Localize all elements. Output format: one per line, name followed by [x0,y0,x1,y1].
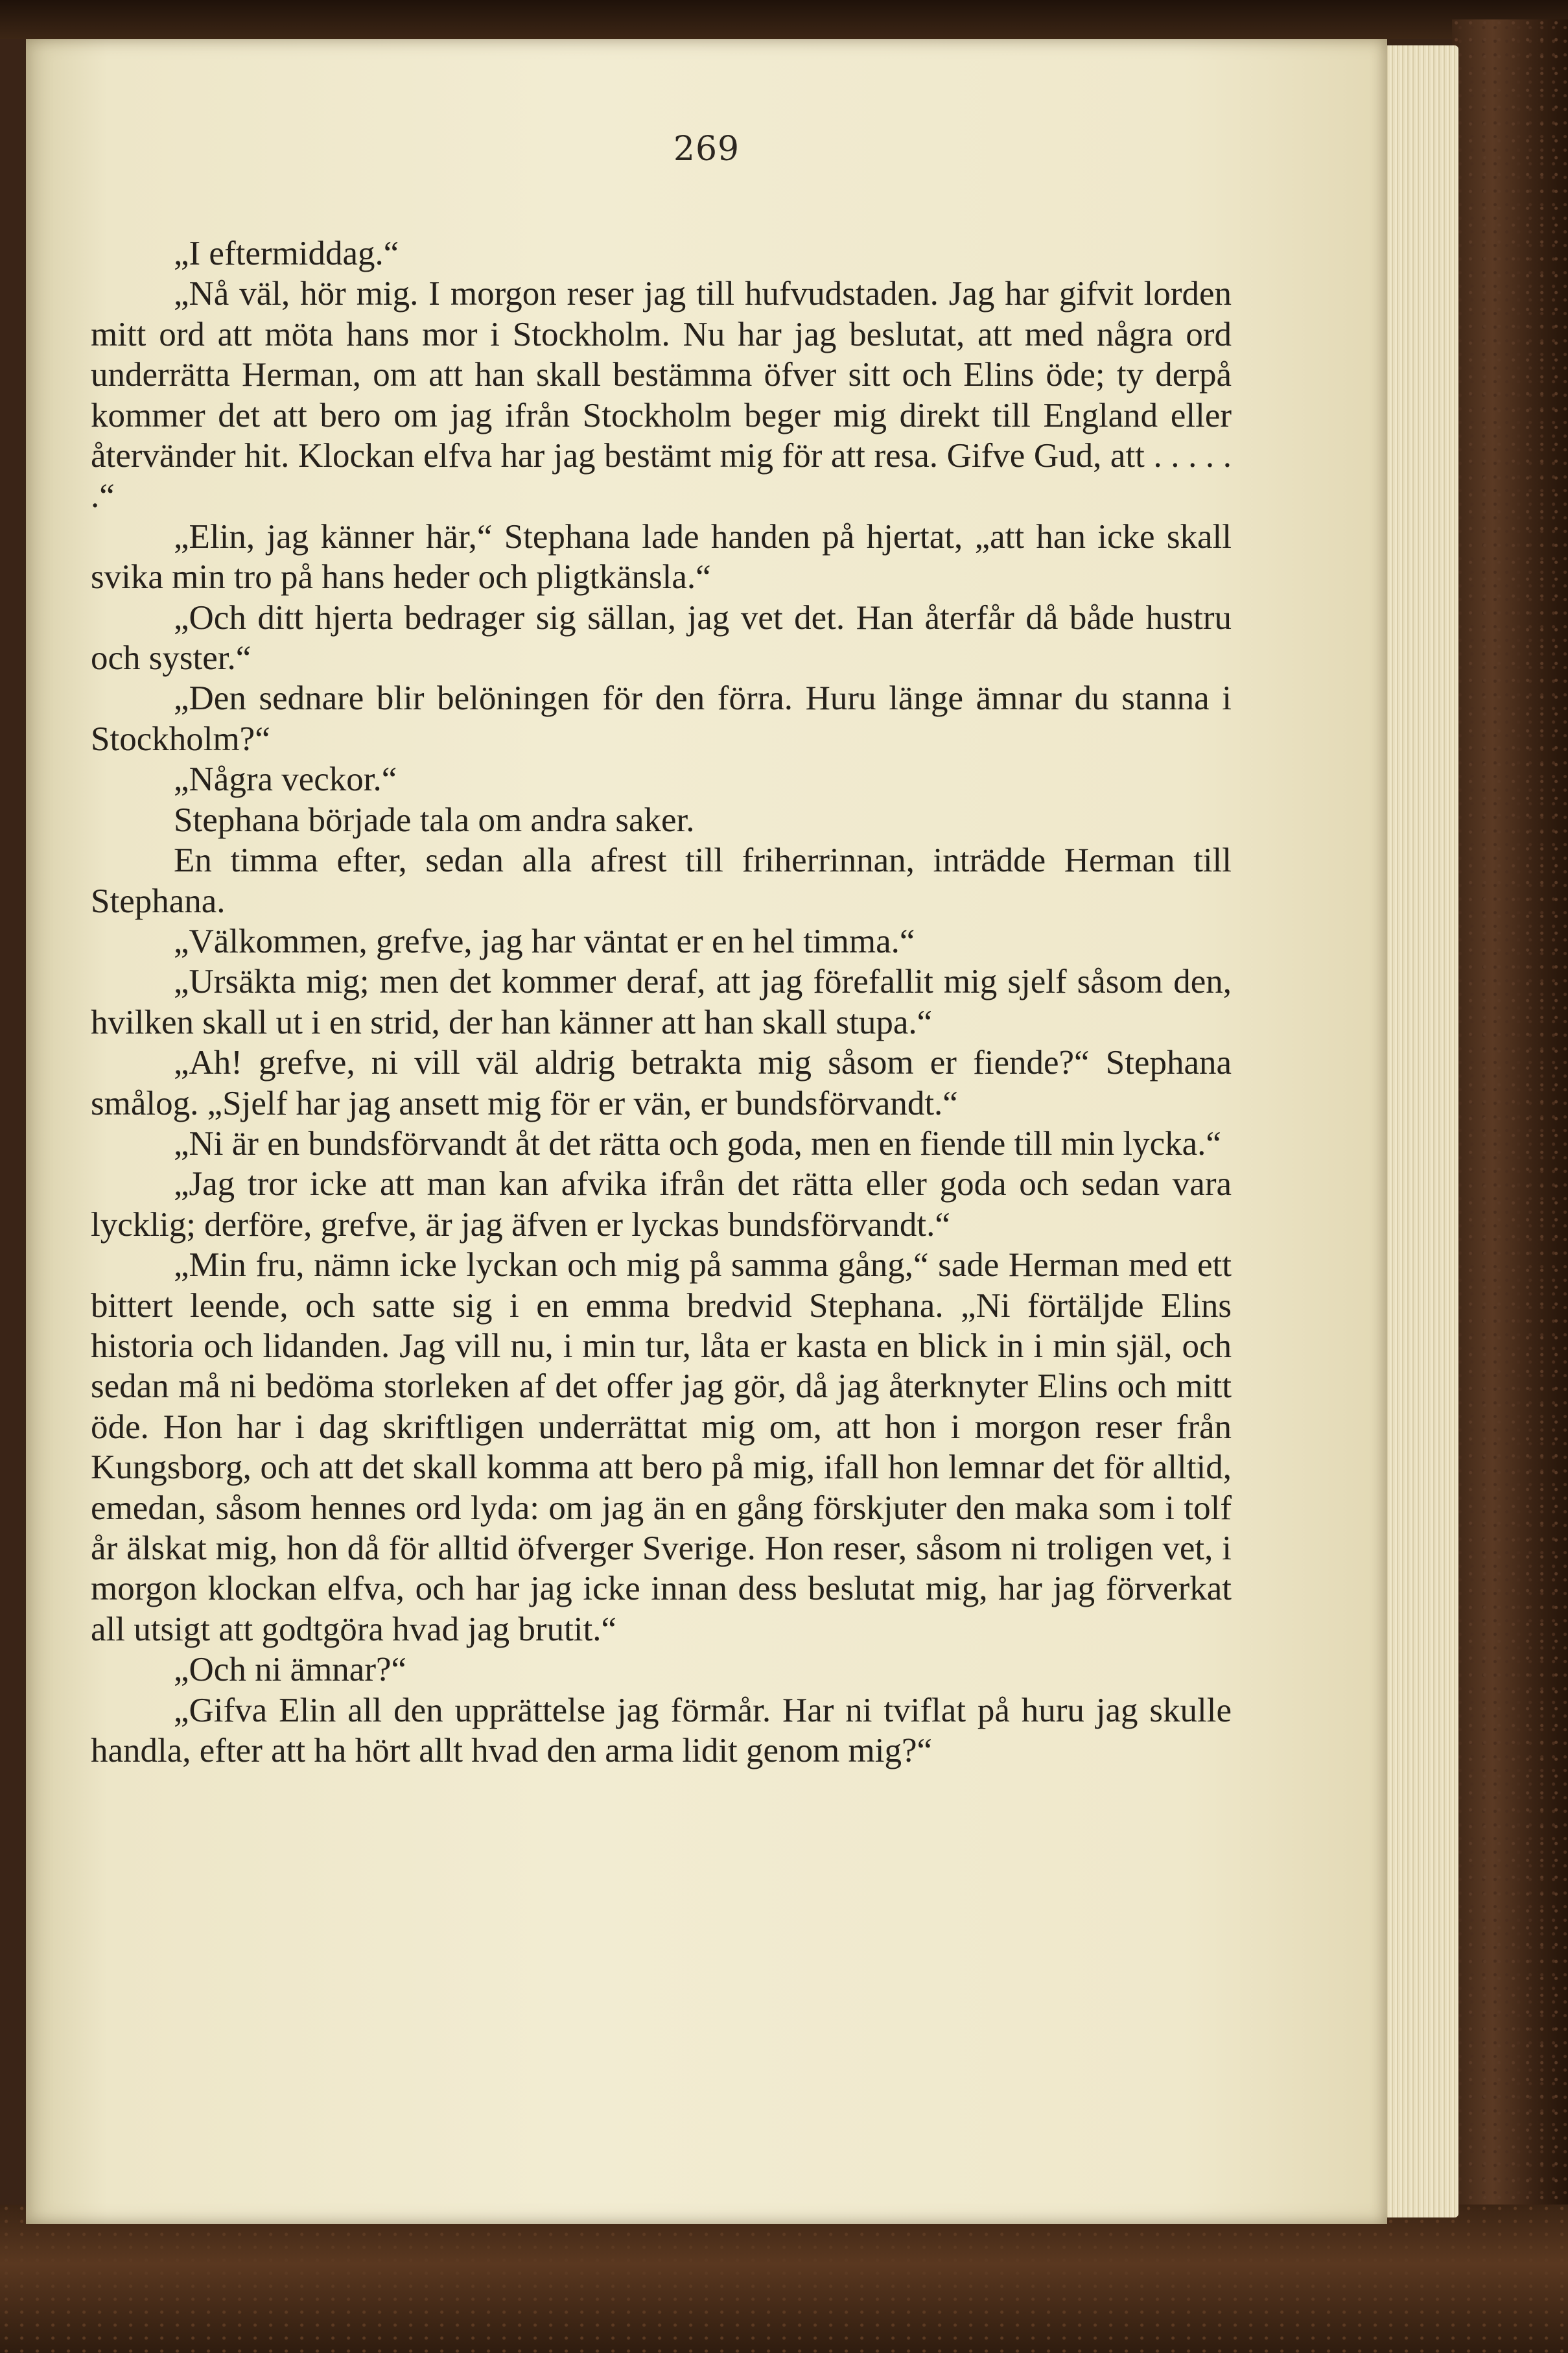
paragraph: „Jag tror icke att man kan afvika ifrån det rätta eller goda och sedan vara lycklig; derföre, grefve, är jag äfven er lyckas bundsförvandt.“ [91,1165,1232,1244]
page-number: 269 [673,130,740,169]
paragraph: „Och ditt hjerta bedrager sig sällan, jag vet det. Han återfår då både hustru och syster.“ [91,598,1232,678]
book-cover-bottom-edge [0,2205,1568,2353]
paragraph: „Min fru, nämn icke lyckan och mig på samma gång,“ sade Herman med ett bittert leende, och satte sig i en emma bredvid Stephana. „Ni förtäljde Elins historia och lidanden. Jag vill nu, i min tur, låta er kasta en blick in i min själ, och sedan må ni bedöma storleken af det offer jag gör, då jag återknyter Elins och mitt öde. Hon har i dag skriftligen underrättat mig om, att hon i morgon reser från Kungsborg, och att det skall komma att bero på mig, ifall hon lemnar det för alltid, emedan, såsom hennes ord lyda: om jag än en gång förskjuter den maka som i tolf år älskat mig, hon då för alltid öfverger Sverige. Hon reser, såsom ni troligen vet, i morgon klockan elfva, och har jag icke innan dess beslutat mig, har jag förverkat all utsigt att godtgöra hvad jag brutit.“ [91,1246,1232,1648]
paragraph: „Den sednare blir belöningen för den förra. Huru länge ämnar du stanna i Stockholm?“ [91,680,1232,758]
paragraph: En timma efter, sedan alla afrest till friherrinnan, inträdde Herman till Stephana. [91,842,1232,920]
paragraph: „I eftermiddag.“ [174,235,399,272]
paragraph: „Och ni ämnar?“ [174,1651,407,1689]
paragraph: „Elin, jag känner här,“ Stephana lade handen på hjertat, „att han icke skall svika min tro på hans heder och pligtkänsla.“ [91,517,1232,597]
body-text [91,233,1232,1771]
paragraph: „Nå väl, hör mig. I morgon reser jag till hufvudstaden. Jag har gifvit lorden mitt ord att möta hans mor i Stockholm. Nu har jag beslutat, att med några ord underrätta Herman, om att han skall bestämma öfver sitt och Elins öde; ty derpå kommer det att bero om jag ifrån Stockholm beger mig direkt till England eller återvänder hit. Klockan elfva har jag bestämt mig för att resa. Gifve Gud, att . . . . . .“ [91,275,1232,515]
paragraph: Stephana började tala om andra saker. [174,801,695,839]
book-cover-right-edge [1452,19,1568,2353]
paragraph: „Gifva Elin all den upprättelse jag förmår. Har ni tviflat på huru jag skulle handla, efter att ha hört allt hvad den arma lidit genom mig?“ [91,1691,1232,1770]
book-page [26,39,1387,2224]
paragraph: „Ursäkta mig; men det kommer deraf, att jag förefallit mig sjelf såsom den, hvilken skall ut i en strid, der han känner att han skall stupa.“ [91,963,1232,1041]
book-cover-top-edge [0,0,1568,39]
paragraph: „Välkommen, grefve, jag har väntat er en hel timma.“ [174,922,915,960]
paragraph: „Ah! grefve, ni vill väl aldrig betrakta mig såsom er fiende?“ Stephana smålog. „Sjelf har jag ansett mig för er vän, er bundsförvandt.“ [91,1044,1232,1122]
paragraph: „Några veckor.“ [174,761,397,799]
paragraph: „Ni är en bundsförvandt åt det rätta och goda, men en fiende till min lycka.“ [174,1124,1221,1163]
